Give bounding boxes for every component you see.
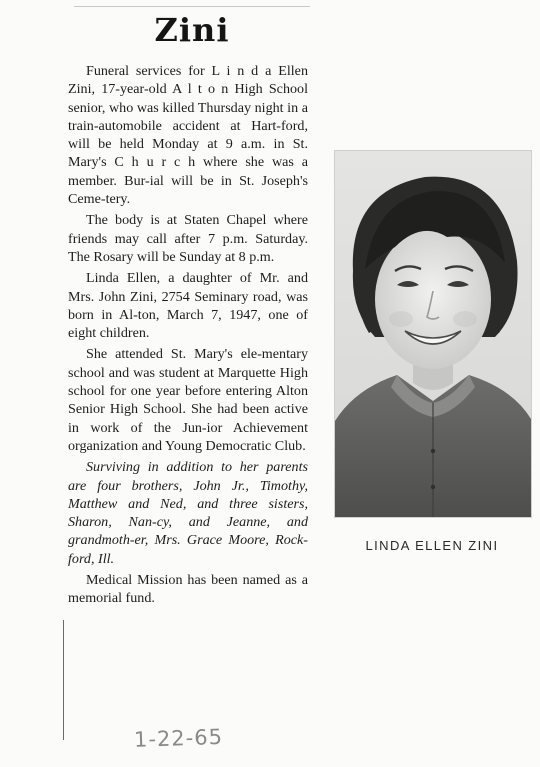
paragraph-survivors: Surviving in addition to her parents are four brothers, John Jr., Timothy, Matthew and Ned, and three sisters, Sharon, Nan-cy, and Jeanne, and grandmoth-er, Mrs. Grace Moore, Rock-ford, Ill. bbox=[68, 459, 308, 567]
clipping-edge-line bbox=[63, 620, 64, 740]
obituary-article bbox=[68, 62, 308, 608]
paragraph-funeral-services: Funeral services for L i n d a Ellen Zini, 17-year-old A l t o n High School senior, who was killed Thursday night in a train-automobile accident at Hart-ford, will be held Monday at 9 a.m. in St. Mary's C h u r c h where she was a member. Bur-ial will be in St. Joseph's Ceme-tery. bbox=[68, 63, 308, 208]
paragraph-education: She attended St. Mary's ele-mentary school and was student at Marquette High school for one year before entering Alton Senior High School. She had been active in work of the Jun-ior Achievement organization and Young Democratic Club. bbox=[68, 346, 308, 454]
portrait-illustration bbox=[335, 151, 531, 517]
photo-caption: LINDA ELLEN ZINI bbox=[365, 538, 499, 553]
paragraph-family-birth: Linda Ellen, a daughter of Mr. and Mrs. John Zini, 2754 Seminary road, was born in Al-ton, March 7, 1947, one of eight children. bbox=[68, 270, 308, 342]
paragraph-memorial: Medical Mission has been named as a memorial fund. bbox=[68, 572, 308, 607]
paragraph-visitation: The body is at Staten Chapel where friends may call after 7 p.m. Saturday. The Rosary will be Sunday at 8 p.m. bbox=[68, 212, 308, 265]
obituary-headline: Zini bbox=[154, 11, 230, 49]
portrait-photo bbox=[334, 150, 532, 518]
handwritten-date: 1-22-65 bbox=[133, 724, 224, 752]
clipping-top-rule bbox=[74, 6, 310, 7]
